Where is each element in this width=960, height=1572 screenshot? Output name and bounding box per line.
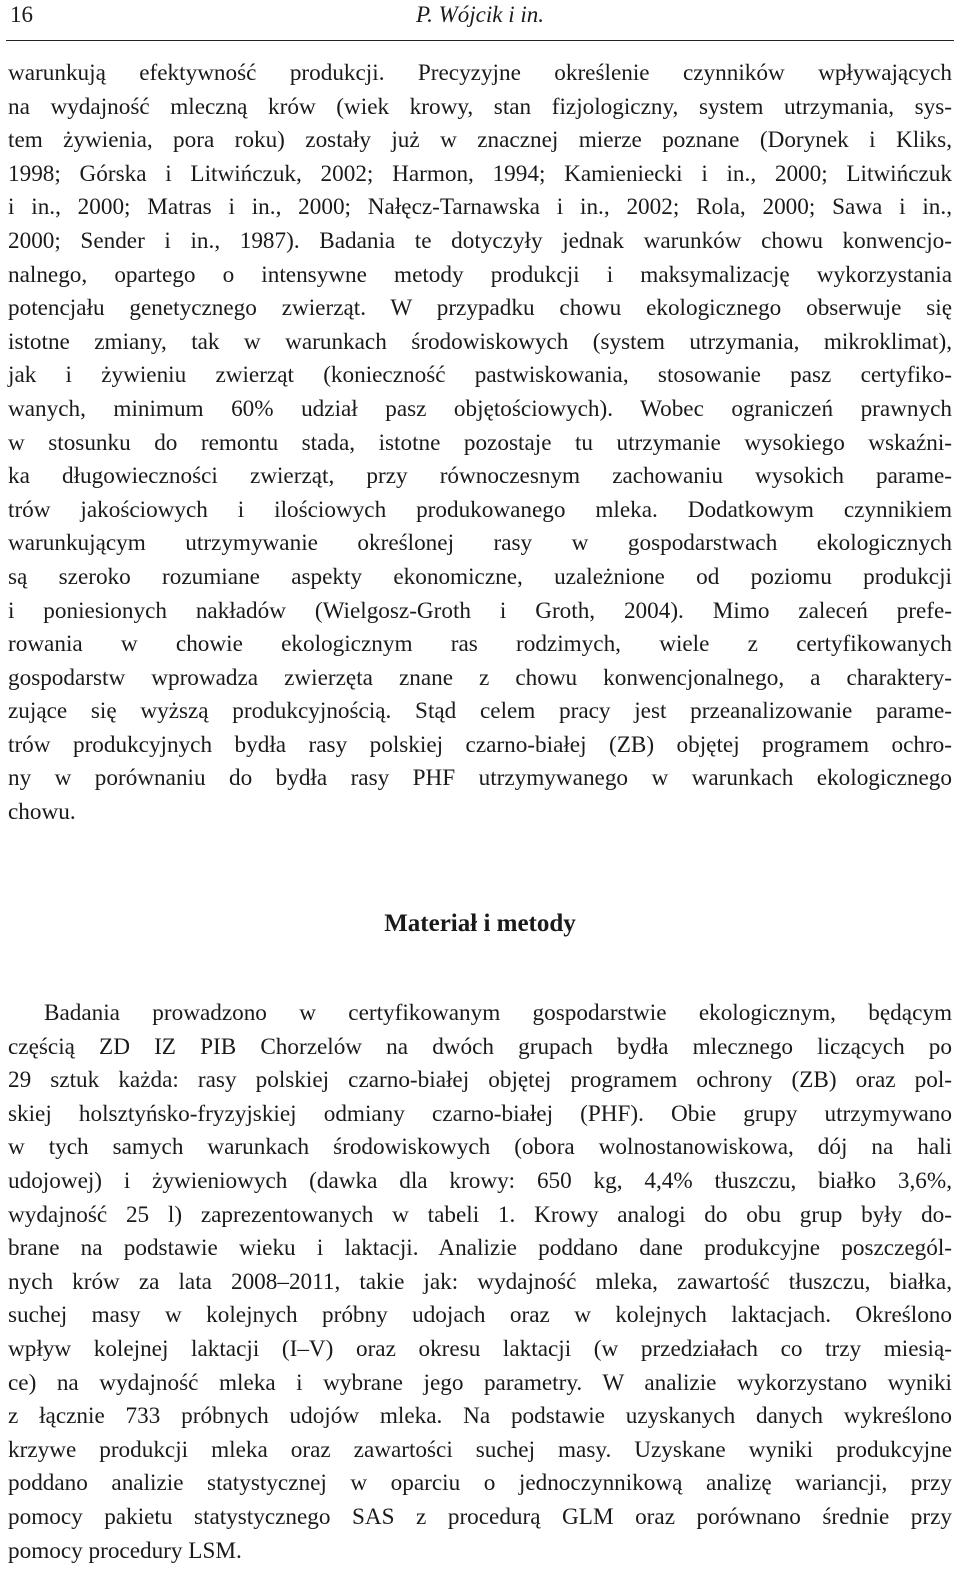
running-head: P. Wójcik i in. — [416, 2, 544, 27]
text-line: z łącznie 733 próbnych udojów mleka. Na podstawie uzyskanych danych wykreślono — [8, 1403, 952, 1430]
text-line: i in., 2000; Matras i in., 2000; Nałęcz-Tarnawska i in., 2002; Rola, 2000; Sawa i in., — [8, 194, 952, 221]
text-line: tem żywienia, pora roku) zostały już w znacznej mierze poznane (Dorynek i Kliks, — [8, 127, 952, 154]
text-line: skiej holsztyńsko-fryzyjskiej odmiany czarno-białej (PHF). Obie grupy utrzymywano — [8, 1100, 952, 1127]
text-line: w stosunku do remontu stada, istotne pozostaje tu utrzymanie wysokiego wskaźni- — [8, 429, 952, 456]
text-line: wpływ kolejnej laktacji (I–V) oraz okresu laktacji (w przedziałach co trzy miesią- — [8, 1335, 952, 1362]
text-line: na wydajność mleczną krów (wiek krowy, stan fizjologiczny, system utrzymania, sys- — [8, 93, 952, 120]
text-line: Badania prowadzono w certyfikowanym gospodarstwie ekologicznym, będącym — [44, 1000, 952, 1026]
section-title: Materiał i metody — [384, 910, 576, 937]
text-line: wydajność 25 l) zaprezentowanych w tabeli 1. Krowy analogi do obu grup były do- — [8, 1201, 952, 1228]
text-line: gospodarstw wprowadza zwierzęta znane z chowu konwencjonalnego, a charaktery- — [8, 664, 952, 691]
text-line: jak i żywieniu zwierząt (konieczność pastwiskowania, stosowanie pasz certyfiko- — [8, 362, 952, 389]
text-line: warunkują efektywność produkcji. Precyzyjne określenie czynników wpływających — [8, 60, 952, 86]
text-line: pomocy procedury LSM. — [8, 1537, 242, 1564]
text-line: wanych, minimum 60% udział pasz objętościowych). Wobec ograniczeń prawnych — [8, 395, 952, 422]
text-line: częścią ZD IZ PIB Chorzelów na dwóch grupach bydła mlecznego liczących po — [8, 1033, 952, 1060]
text-line: zujące się wyższą produkcyjnością. Stąd celem pracy jest przeanalizowanie parame- — [8, 698, 952, 725]
methods-paragraph — [8, 997, 952, 1568]
text-line: istotne zmiany, tak w warunkach środowiskowych (system utrzymania, mikroklimat), — [8, 328, 952, 355]
text-line: ce) na wydajność mleka i wybrane jego parametry. W analizie wykorzystano wyniki — [8, 1369, 952, 1396]
text-line: warunkującym utrzymywanie określonej rasy w gospodarstwach ekologicznych — [8, 530, 952, 557]
text-line: rowania w chowie ekologicznym ras rodzimych, wiele z certyfikowanych — [8, 631, 952, 658]
text-line: poddano analizie statystycznej w oparciu o jednoczynnikową analizę wariancji, przy — [8, 1470, 952, 1497]
page-number: 16 — [10, 2, 33, 27]
text-line: ny w porównaniu do bydła rasy PHF utrzymywanego w warunkach ekologicznego — [8, 765, 952, 792]
intro-paragraph — [8, 57, 952, 830]
text-line: nych krów za lata 2008–2011, takie jak: wydajność mleka, zawartość tłuszczu, białka, — [8, 1268, 952, 1295]
text-line: w tych samych warunkach środowiskowych (obora wolnostanowiskowa, dój na hali — [8, 1134, 952, 1161]
text-line: udojowej) i żywieniowych (dawka dla krowy: 650 kg, 4,4% tłuszczu, białko 3,6%, — [8, 1167, 952, 1194]
text-line: suchej masy w kolejnych próbny udojach oraz w kolejnych laktacjach. Określono — [8, 1302, 952, 1329]
text-line: 2000; Sender i in., 1987). Badania te dotyczyły jednak warunków chowu konwencjo- — [8, 227, 952, 254]
text-line: brane na podstawie wieku i laktacji. Analizie poddano dane produkcyjne poszczegól- — [8, 1235, 952, 1262]
text-line: krzywe produkcji mleka oraz zawartości suchej masy. Uzyskane wyniki produkcyjne — [8, 1436, 952, 1463]
text-line: są szeroko rozumiane aspekty ekonomiczne, uzależnione od poziomu produkcji — [8, 563, 952, 590]
text-line: pomocy pakietu statystycznego SAS z procedurą GLM oraz porównano średnie przy — [8, 1503, 952, 1530]
text-line: ka długowieczności zwierząt, przy równoczesnym zachowaniu wysokich parame- — [8, 463, 952, 490]
text-line: trów jakościowych i ilościowych produkowanego mleka. Dodatkowym czynnikiem — [8, 496, 952, 523]
text-line: potencjału genetycznego zwierząt. W przypadku chowu ekologicznego obserwuje się — [8, 295, 952, 322]
text-line: i poniesionych nakładów (Wielgosz-Groth i Groth, 2004). Mimo zaleceń prefe- — [8, 597, 952, 624]
page-header — [6, 0, 954, 41]
text-line: nalnego, opartego o intensywne metody produkcji i maksymalizację wykorzystania — [8, 261, 952, 288]
text-line: chowu. — [8, 799, 76, 826]
text-line: 29 sztuk każda: rasy polskiej czarno-białej objętej programem ochrony (ZB) oraz pol- — [8, 1067, 952, 1094]
text-line: 1998; Górska i Litwińczuk, 2002; Harmon, 1994; Kamieniecki i in., 2000; Litwińczuk — [8, 160, 952, 187]
text-line: trów produkcyjnych bydła rasy polskiej czarno-białej (ZB) objętej programem ochro- — [8, 731, 952, 758]
